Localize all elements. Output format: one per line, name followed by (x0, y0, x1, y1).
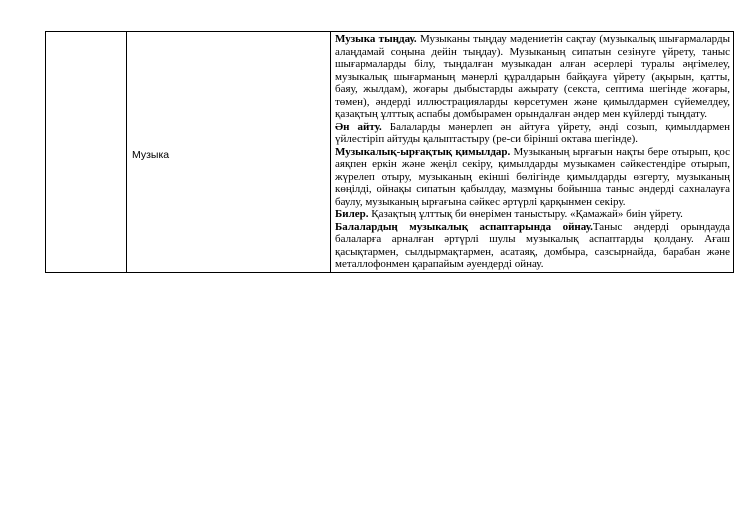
section-heading: Ән айту. (335, 120, 382, 133)
table-row (46, 32, 734, 273)
section-music-listening (335, 33, 730, 121)
curriculum-table (45, 31, 734, 273)
content-cell (331, 32, 734, 273)
section-heading: Билер. (335, 208, 369, 220)
section-heading: Балалардың музыкалық аспаптарында ойнау. (335, 220, 593, 233)
section-rhythmic-movements (335, 146, 730, 209)
section-text: Таныс әндерді орындауда балаларға арналған әртүрлі шулы музыкалық аспаптарды қолдану. Ағаш қасықтармен, сылдырмақтармен, асатаяқ, домбыра, сазсырнайда, барабан және металлофонмен қарапайым әуендерді ойнау. (335, 220, 730, 270)
section-heading: Музыкалық-ырғақтық қимылдар. (335, 145, 511, 158)
subject-cell (127, 32, 331, 273)
section-singing (335, 121, 730, 146)
section-heading: Музыка тыңдау. (335, 33, 417, 45)
section-text: Балаларды мәнерлеп ән айтуға үйрету, әнді созып, қимылдармен үйлестіріп айтуды қалыптастыру (ре-си бірінші октава шегінде). (335, 120, 731, 145)
section-text: Қазақтың ұлттық би өнерімен таныстыру. «Қамажай» биін үйрету. (368, 208, 683, 220)
content-text (331, 32, 733, 272)
section-text: Музыканы тыңдау мәдениетін сақтау (музыкалық шығармаларды алаңдамай соңына дейін тыңдау). Музыканың сипатын сезінуге үйрету, таныс шығармаларды білу, тыңдалған музыкадан алған әсерлері туралы әңгімелеу, музыкалық шығарманың мәнерлі құралдарын байқауға үйрету (ақырын, қатты, баяу, жылдам), жоғары дыбыстарды ажырату (секста, септима шегінде жоғары, төмен), әндерді иллюстрацияларды көрсетумен және қимылдармен сүйемелдеу, қазақтың ұлттық аспабы домбырамен орындалған әндер мен күйлерді тыңдату. (335, 33, 730, 120)
section-instruments (335, 221, 730, 271)
section-dances (335, 208, 730, 221)
subject-label: Музыка (132, 148, 170, 161)
section-text: Музыканың ырғағын нақты бере отырып, қос аяқпен еркін және жеңіл секіру, қимылдарды музыкамен сәйкестендіре отырып, жүрелеп отыру, музыканың екінші бөлігінде қимылдарды өзгерту, музыканың көңілді, ойнақы сипатын қабылдау, мазмұны бойынша таныс әндерді сахналауға баулу, музыканың ырғағына сәйкес әртүрлі қарқынмен секіру. (335, 145, 730, 208)
empty-number-cell (46, 32, 127, 273)
